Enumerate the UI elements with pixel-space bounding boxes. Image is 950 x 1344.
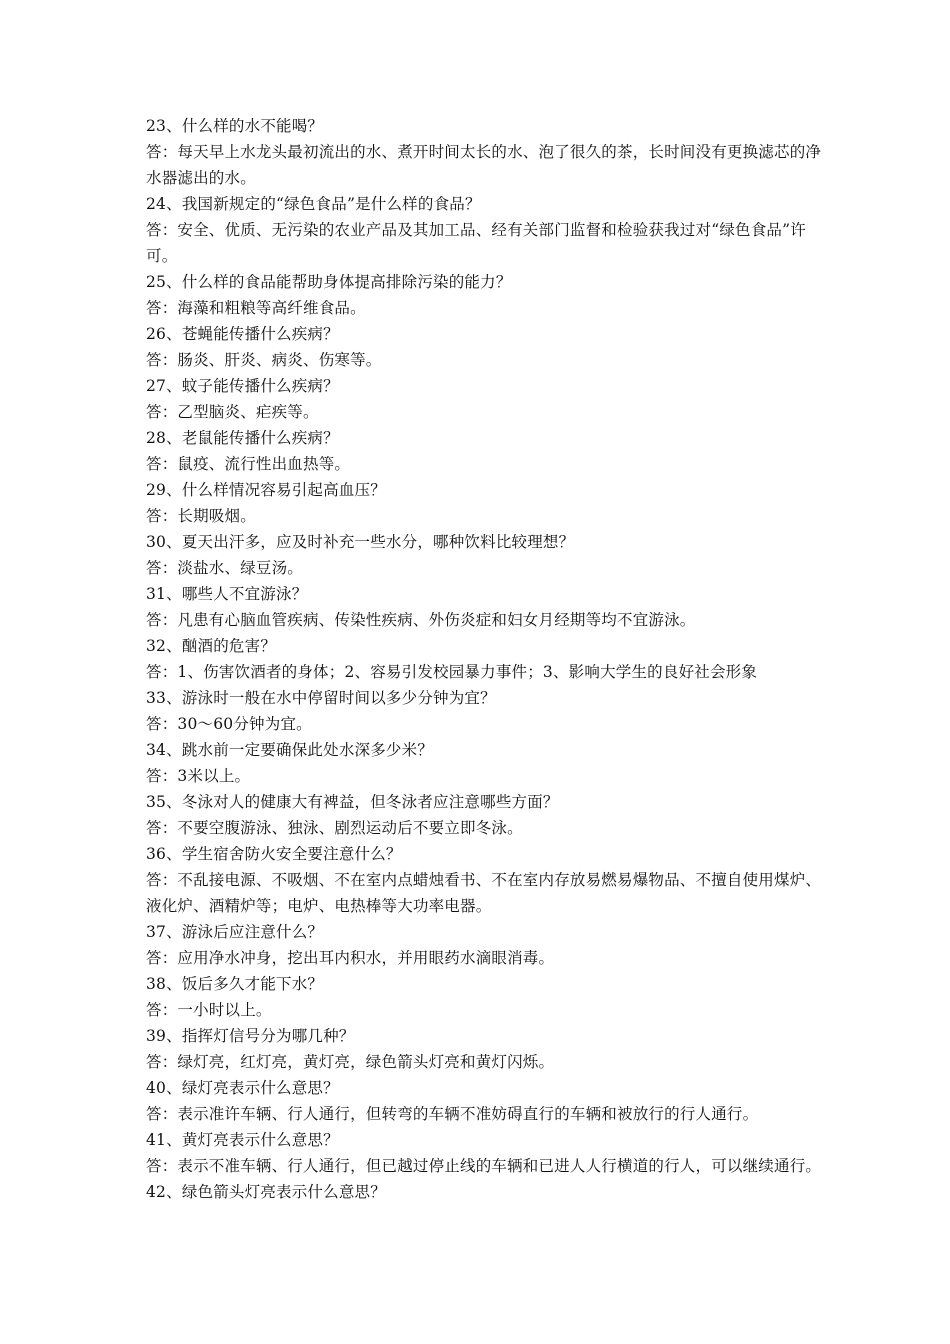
qa-list: [146, 113, 830, 1205]
qa-item: [146, 373, 830, 425]
qa-item: [146, 191, 830, 269]
qa-item: [146, 321, 830, 373]
answer: 答：肠炎、肝炎、病炎、伤寒等。: [146, 351, 382, 369]
answer: 答：1、伤害饮酒者的身体；2、容易引发校园暴力事件；3、影响大学生的良好社会形象: [146, 663, 758, 681]
question: 38、饭后多久才能下水？: [146, 975, 324, 993]
answer: 答：不要空腹游泳、独泳、剧烈运动后不要立即冬泳。: [146, 819, 523, 837]
answer: 答：鼠疫、流行性出血热等。: [146, 455, 351, 473]
answer: 答：表示准许车辆、行人通行，但转弯的车辆不准妨碍直行的车辆和被放行的行人通行。: [146, 1105, 759, 1123]
answer: 答：每天早上水龙头最初流出的水、煮开时间太长的水、泡了很久的茶，长时间没有更换滤芯的净水器滤出的水。: [146, 143, 822, 187]
question: 41、黄灯亮表示什么意思？: [146, 1131, 339, 1149]
qa-item: [146, 633, 830, 685]
qa-item: [146, 269, 830, 321]
question: 42、绿色箭头灯亮表示什么意思？: [146, 1183, 386, 1201]
answer: 答：一小时以上。: [146, 1001, 272, 1019]
question: 32、酗酒的危害？: [146, 637, 277, 655]
question: 28、老鼠能传播什么疾病？: [146, 429, 339, 447]
answer: 答：应用净水冲身，挖出耳内积水，并用眼药水滴眼消毒。: [146, 949, 555, 967]
question: 23、什么样的水不能喝？: [146, 117, 324, 135]
answer: 答：30～60分钟为宜。: [146, 715, 312, 733]
qa-item: [146, 529, 830, 581]
answer: 答：不乱接电源、不吸烟、不在室内点蜡烛看书、不在室内存放易燃易爆物品、不擅自使用煤炉、液化炉、酒精炉等；电炉、电热棒等大功率电器。: [146, 871, 822, 915]
qa-item: [146, 1127, 830, 1179]
qa-item: [146, 1075, 830, 1127]
question: 31、哪些人不宜游泳？: [146, 585, 308, 603]
question: 29、什么样情况容易引起高血压？: [146, 481, 386, 499]
answer: 答：绿灯亮，红灯亮，黄灯亮，绿色箭头灯亮和黄灯闪烁。: [146, 1053, 555, 1071]
question: 39、指挥灯信号分为哪几种？: [146, 1027, 355, 1045]
question: 37、游泳后应注意什么？: [146, 923, 324, 941]
qa-item: [146, 425, 830, 477]
answer: 答：安全、优质、无污染的农业产品及其加工品、经有关部门监督和检验获我过对“绿色食品”许可。: [146, 221, 806, 265]
qa-item: [146, 1179, 830, 1205]
answer: 答：凡患有心脑血管疾病、传染性疾病、外伤炎症和妇女月经期等均不宜游泳。: [146, 611, 696, 629]
question: 24、我国新规定的“绿色食品”是什么样的食品？: [146, 195, 481, 213]
question: 25、什么样的食品能帮助身体提高排除污染的能力？: [146, 273, 512, 291]
question: 30、夏天出汗多，应及时补充一些水分，哪种饮料比较理想？: [146, 533, 575, 551]
qa-item: [146, 1023, 830, 1075]
question: 34、跳水前一定要确保此处水深多少米？: [146, 741, 434, 759]
question: 35、冬泳对人的健康大有裨益，但冬泳者应注意哪些方面？: [146, 793, 559, 811]
qa-item: [146, 789, 830, 841]
qa-item: [146, 841, 830, 919]
answer: 答：淡盐水、绿豆汤。: [146, 559, 304, 577]
qa-item: [146, 113, 830, 191]
qa-item: [146, 685, 830, 737]
qa-item: [146, 477, 830, 529]
answer: 答：长期吸烟。: [146, 507, 256, 525]
answer: 答：海藻和粗粮等高纤维食品。: [146, 299, 366, 317]
question: 40、绿灯亮表示什么意思？: [146, 1079, 339, 1097]
question: 33、游泳时一般在水中停留时间以多少分钟为宜？: [146, 689, 496, 707]
qa-item: [146, 581, 830, 633]
answer: 答：3米以上。: [146, 767, 251, 785]
question: 36、学生宿舍防火安全要注意什么？: [146, 845, 402, 863]
answer: 答：表示不准车辆、行人通行，但已越过停止线的车辆和已进人人行横道的行人，可以继续通行。: [146, 1157, 822, 1175]
answer: 答：乙型脑炎、疟疾等。: [146, 403, 319, 421]
qa-item: [146, 737, 830, 789]
question: 26、苍蝇能传播什么疾病？: [146, 325, 339, 343]
qa-item: [146, 919, 830, 971]
qa-item: [146, 971, 830, 1023]
question: 27、蚊子能传播什么疾病？: [146, 377, 339, 395]
